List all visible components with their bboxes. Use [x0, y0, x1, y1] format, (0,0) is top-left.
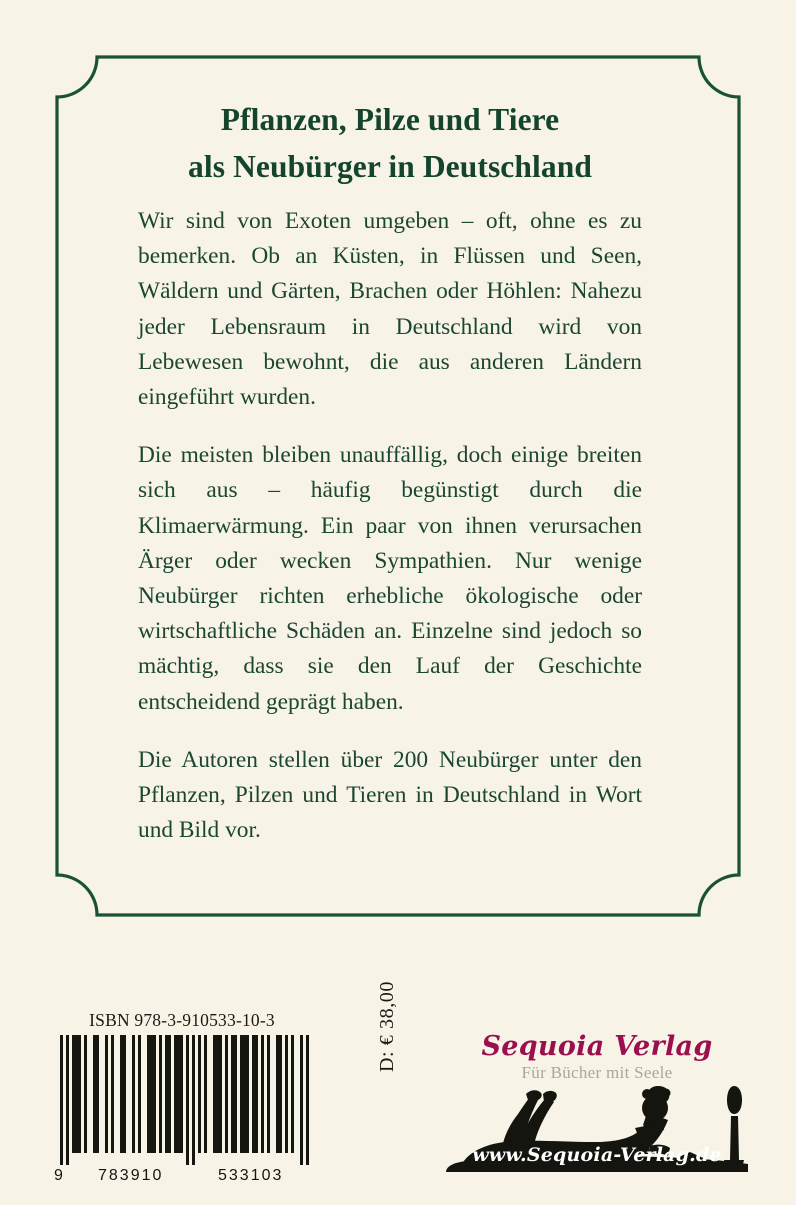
isbn-label: ISBN 978-3-910533-10-3: [89, 1010, 275, 1030]
publisher-website: www.Sequoia-Verlag.de: [472, 1144, 722, 1166]
price-label: D: € 38,00: [376, 981, 398, 1072]
barcode-bars: [60, 1035, 309, 1165]
barcode-block: [48, 1010, 316, 1183]
cover-footer: [0, 981, 796, 1205]
barcode-digit-left: 9: [54, 1167, 63, 1183]
page-title: [138, 96, 642, 190]
barcode-digit-group-2: 533103: [218, 1167, 284, 1183]
blurb-paragraph-1: Wir sind von Exoten umgeben – oft, ohne es zu bemerken. Ob an Küsten, in Flüssen und Seen, Wäldern und Gärten, Brachen oder Höhlen: Nahezu jeder Lebensraum in Deutschland wird von Lebewesen bewohnt, die aus anderen Ländern eingeführt wurden.: [138, 208, 642, 411]
blurb-content: [138, 96, 642, 848]
reading-woman-silhouette-icon: [442, 1086, 752, 1182]
publisher-name: Sequoia Verlag: [481, 1031, 713, 1062]
blurb-paragraph-3: Die Autoren stellen über 200 Neubürger unter den Pflanzen, Pilzen und Tieren in Deutschland in Wort und Bild vor.: [138, 746, 642, 844]
barcode-digit-group-1: 783910: [98, 1167, 164, 1183]
publisher-tagline: Für Bücher mit Seele: [521, 1063, 673, 1082]
title-line-2: als Neubürger in Deutschland: [188, 149, 592, 184]
publisher-logo: [442, 1032, 752, 1182]
ean13-barcode: [48, 1035, 316, 1183]
title-line-1: Pflanzen, Pilze und Tiere: [220, 102, 560, 137]
blurb-paragraph-2: Die meisten bleiben unauffällig, doch einige breiten sich aus – häufig begünstigt durch die Klimaerwärmung. Ein paar von ihnen verursachen Ärger oder wecken Sympathien. Nur wenige Neubürger richten erhebliche ökologische oder wirtschaftliche Schäden an. Einzelne sind jedoch so mächtig, dass sie den Lauf der Geschichte entscheidend geprägt haben.: [138, 442, 642, 715]
